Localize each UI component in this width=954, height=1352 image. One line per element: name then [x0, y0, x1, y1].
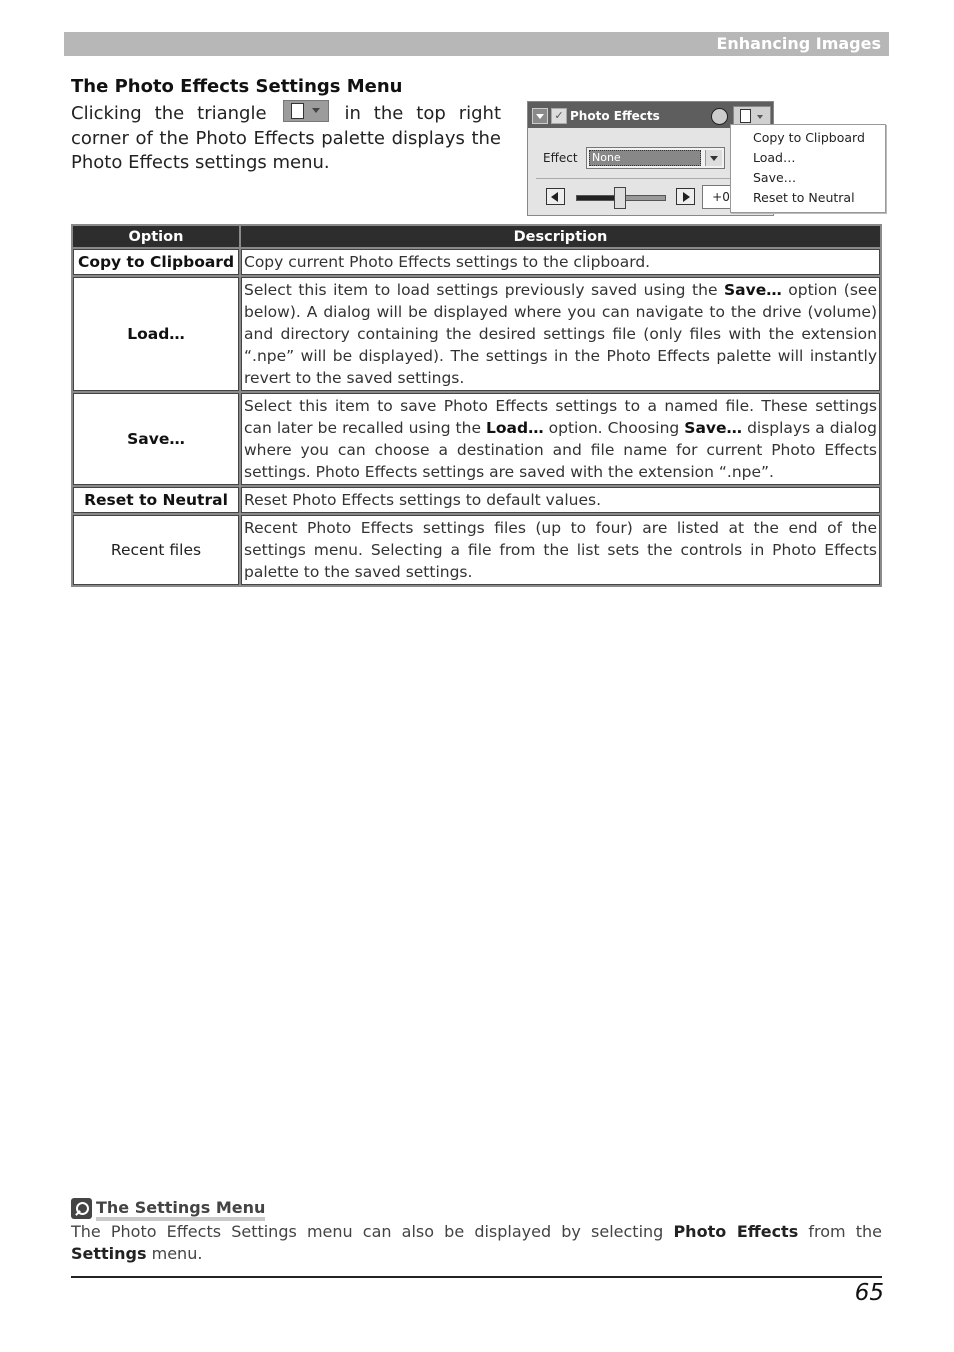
chevron-down-icon[interactable] — [705, 150, 722, 166]
table-header-row — [73, 226, 880, 247]
collapse-triangle-icon[interactable] — [532, 108, 548, 124]
table-row — [73, 393, 880, 485]
column-header-option: Option — [73, 226, 239, 247]
option-cell: Save… — [73, 393, 239, 485]
option-cell: Load… — [73, 277, 239, 391]
description-cell: Copy current Photo Effects settings to the clipboard. — [241, 249, 880, 275]
section-name: Enhancing Images — [716, 34, 881, 53]
intro-text-after: in the top right corner of the Photo Effects palette displays the Photo Effects settings menu. — [71, 103, 502, 173]
header-bar — [64, 32, 889, 56]
palette-title: Photo Effects — [570, 109, 660, 123]
slider-thumb[interactable] — [614, 187, 626, 209]
table-row — [73, 487, 880, 513]
effect-select-value: None — [589, 150, 701, 166]
description-cell: Select this item to save Photo Effects settings to a named file. These settings can later be recalled using the Load… option. Choosing Save… displays a dialog where you can choose a destination and file name for current Photo Effects settings. Photo Effects settings are saved with the extension “.npe”. — [241, 393, 880, 485]
magnifier-note-icon — [71, 1198, 92, 1219]
settings-dropdown-menu — [730, 124, 886, 213]
intro-paragraph — [71, 100, 501, 176]
settings-menu-triangle-icon — [283, 100, 329, 122]
note-body: The Photo Effects Settings menu can also be displayed by selecting Photo Effects from the Settings menu. — [71, 1222, 882, 1263]
slider-right-arrow-icon[interactable] — [676, 188, 695, 205]
table-row — [73, 249, 880, 275]
intro-text-before: Clicking the triangle — [71, 103, 267, 124]
table-row — [73, 515, 880, 585]
menu-item-save[interactable]: Save… — [753, 170, 797, 185]
option-cell: Recent files — [73, 515, 239, 585]
menu-item-copy-to-clipboard[interactable]: Copy to Clipboard — [753, 130, 865, 145]
description-cell: Recent Photo Effects settings files (up to four) are listed at the end of the settings menu. Selecting a file from the list sets the controls in Photo Effects palette to the saved settings. — [241, 515, 880, 585]
options-table — [71, 224, 882, 587]
enable-checkbox[interactable]: ✓ — [551, 108, 567, 124]
description-cell: Select this item to load settings previously saved using the Save… option (see below). A dialog will be displayed where you can navigate to the drive (volume) and directory containing the desired settings file (only files with the extension “.npe” will be displayed). The settings in the Photo Effects palette will instantly revert to the saved settings. — [241, 277, 880, 391]
status-circle-icon[interactable] — [711, 108, 728, 125]
effect-select[interactable] — [586, 147, 725, 169]
description-cell: Reset Photo Effects settings to default values. — [241, 487, 880, 513]
section-title: The Photo Effects Settings Menu — [71, 76, 403, 97]
option-cell: Copy to Clipboard — [73, 249, 239, 275]
settings-menu-button[interactable] — [733, 106, 771, 126]
footer-rule — [71, 1276, 882, 1278]
effect-label: Effect — [543, 151, 578, 165]
column-header-description: Description — [241, 226, 880, 247]
slider-value-field[interactable]: +0 — [702, 185, 740, 209]
note-title: The Settings Menu — [96, 1198, 265, 1221]
page-number: 65 — [854, 1280, 884, 1306]
slider-left-arrow-icon[interactable] — [546, 188, 565, 205]
table-row — [73, 277, 880, 391]
menu-item-reset-to-neutral[interactable]: Reset to Neutral — [753, 190, 855, 205]
option-cell: Reset to Neutral — [73, 487, 239, 513]
menu-item-load[interactable]: Load… — [753, 150, 796, 165]
